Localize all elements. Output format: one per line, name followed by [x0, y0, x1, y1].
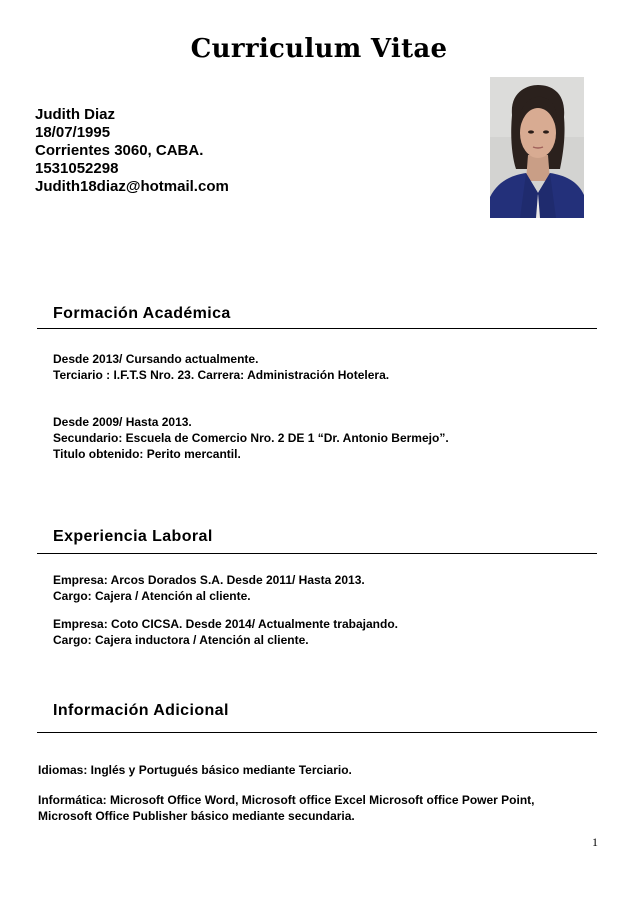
education-entry	[53, 414, 449, 462]
education-entry-line: Titulo obtenido: Perito mercantil.	[53, 447, 241, 461]
additional-languages: Idiomas: Inglés y Portugués básico mediante Terciario.	[38, 763, 352, 777]
page-number: 1	[592, 835, 598, 849]
experience-entry-line: Cargo: Cajera / Atención al cliente.	[53, 589, 251, 603]
document-title: Curriculum Vitae	[190, 34, 448, 64]
contact-address: Corrientes 3060, CABA.	[35, 142, 204, 159]
experience-entry-line: Cargo: Cajera inductora / Atención al cliente.	[53, 633, 309, 647]
education-entry-line: Secundario: Escuela de Comercio Nro. 2 DE 1 “Dr. Antonio Bermejo”.	[53, 431, 449, 445]
additional-computing	[38, 792, 535, 824]
contact-phone: 1531052298	[35, 160, 119, 177]
experience-entry-line: Empresa: Coto CICSA. Desde 2014/ Actualmente trabajando.	[53, 617, 398, 631]
contact-birthdate: 18/07/1995	[35, 124, 111, 141]
experience-heading: Experiencia Laboral	[53, 528, 213, 545]
additional-divider	[37, 732, 597, 733]
additional-heading: Información Adicional	[53, 702, 229, 719]
education-entry-line: Terciario : I.F.T.S Nro. 23. Carrera: Administración Hotelera.	[53, 368, 390, 382]
contact-block	[35, 106, 229, 196]
experience-entry	[53, 572, 365, 604]
education-heading: Formación Académica	[53, 305, 231, 322]
education-divider	[37, 328, 597, 329]
experience-entry-line: Empresa: Arcos Dorados S.A. Desde 2011/ Hasta 2013.	[53, 573, 365, 587]
additional-computing-line: Microsoft Office Publisher básico mediante secundaria.	[38, 809, 355, 823]
experience-divider	[37, 553, 597, 554]
profile-photo	[490, 77, 584, 218]
additional-computing-line: Informática: Microsoft Office Word, Microsoft office Excel Microsoft office Power Point,	[38, 793, 535, 807]
contact-email: Judith18diaz@hotmail.com	[35, 178, 229, 195]
experience-entry	[53, 616, 398, 648]
education-entry-line: Desde 2013/ Cursando actualmente.	[53, 352, 259, 366]
education-entry	[53, 351, 389, 383]
contact-name: Judith Diaz	[35, 106, 116, 123]
education-entry-line: Desde 2009/ Hasta 2013.	[53, 415, 192, 429]
